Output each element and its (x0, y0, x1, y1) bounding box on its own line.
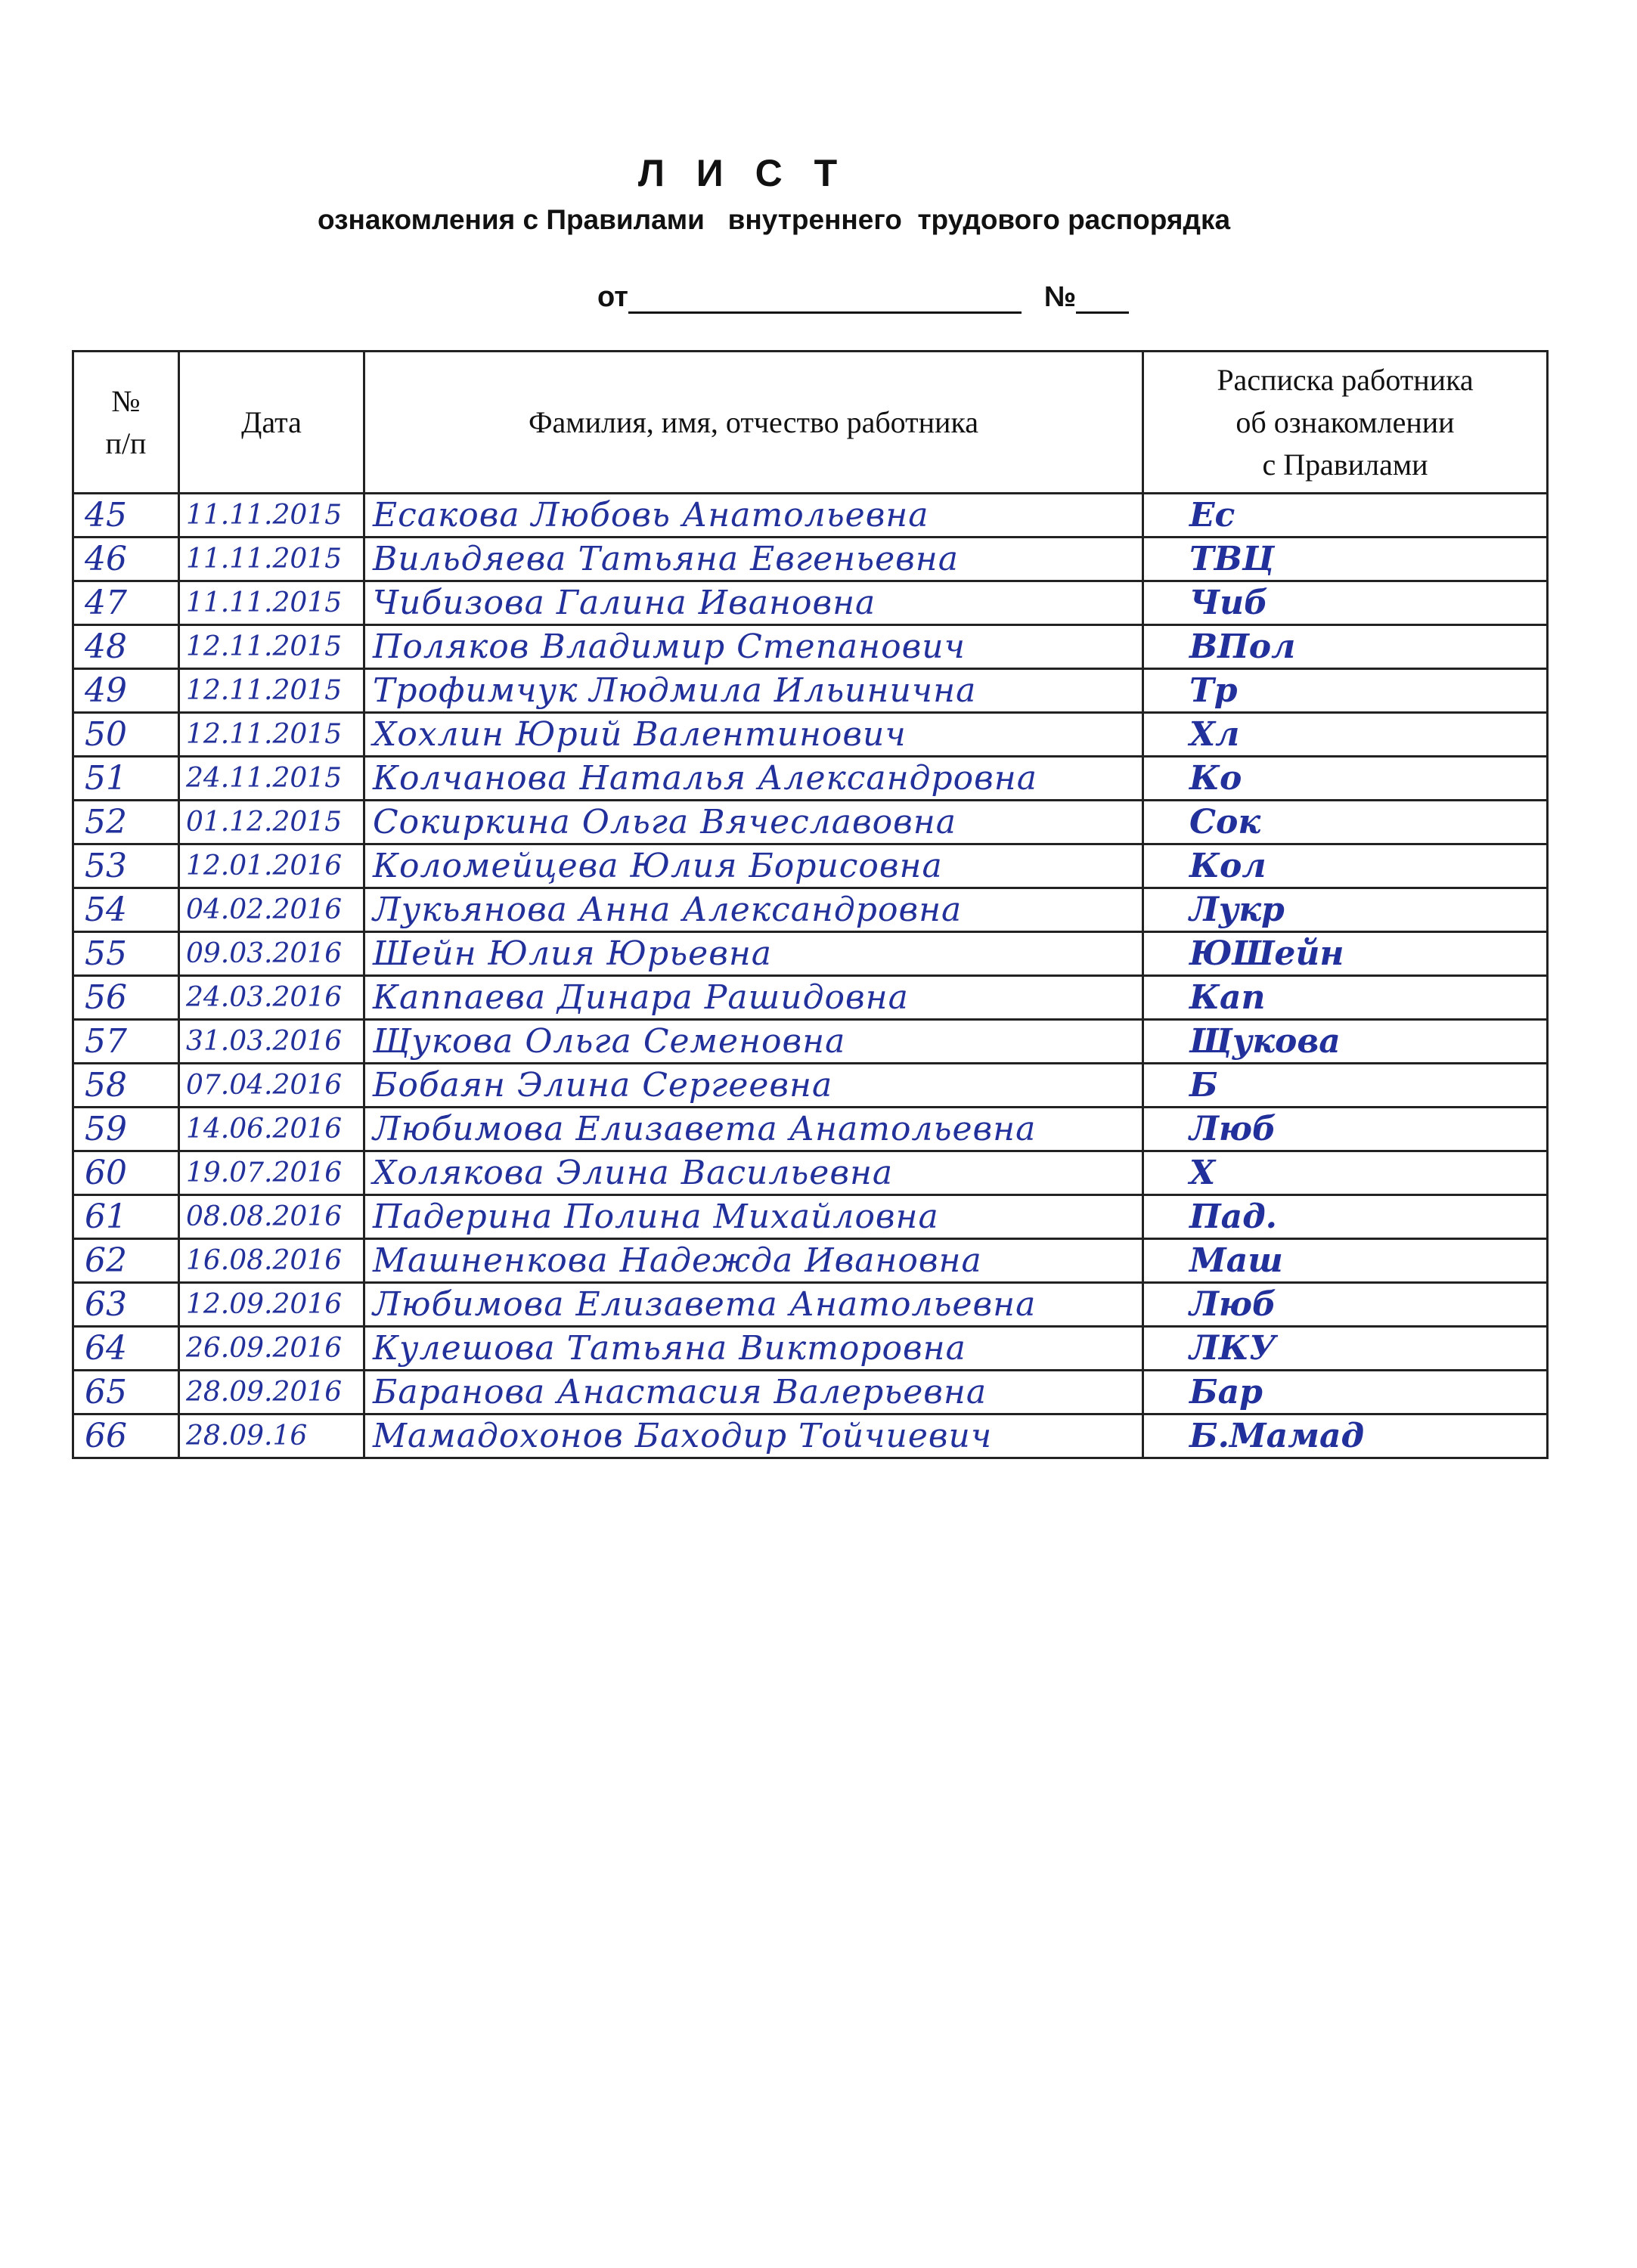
row-date: 01.12.2015 (179, 801, 364, 844)
col-header-date: Дата (179, 352, 364, 494)
row-employee-name: Сокиркина Ольга Вячеславовна (364, 801, 1143, 844)
row-signature: Тр (1143, 669, 1548, 713)
row-number: 58 (73, 1064, 179, 1108)
row-signature: Люб (1143, 1108, 1548, 1151)
row-employee-name: Холякова Элина Васильевна (364, 1151, 1143, 1195)
table-row (73, 932, 1548, 976)
row-signature: Бар (1143, 1371, 1548, 1414)
table-row (73, 1371, 1548, 1414)
row-date: 28.09.16 (179, 1414, 364, 1458)
row-date: 26.09.2016 (179, 1327, 364, 1371)
row-number: 50 (73, 713, 179, 757)
row-employee-name: Кулешова Татьяна Викторовна (364, 1327, 1143, 1371)
row-date: 31.03.2016 (179, 1020, 364, 1064)
row-number: 45 (73, 494, 179, 538)
row-signature: Кол (1143, 844, 1548, 888)
table-row (73, 757, 1548, 801)
row-signature: Щукова (1143, 1020, 1548, 1064)
row-number: 49 (73, 669, 179, 713)
row-signature: ЛКУ (1143, 1327, 1548, 1371)
row-employee-name: Хохлин Юрий Валентинович (364, 713, 1143, 757)
table-row (73, 1020, 1548, 1064)
table-row (73, 976, 1548, 1020)
row-number: 61 (73, 1195, 179, 1239)
row-date: 12.01.2016 (179, 844, 364, 888)
row-number: 66 (73, 1414, 179, 1458)
row-employee-name: Любимова Елизавета Анатольевна (364, 1283, 1143, 1327)
row-employee-name: Коломейцева Юлия Борисовна (364, 844, 1143, 888)
table-row (73, 1108, 1548, 1151)
row-number: 53 (73, 844, 179, 888)
row-signature: ВПол (1143, 625, 1548, 669)
table-row (73, 538, 1548, 581)
row-employee-name: Колчанова Наталья Александровна (364, 757, 1143, 801)
row-date: 12.11.2015 (179, 713, 364, 757)
row-employee-name: Чибизова Галина Ивановна (364, 581, 1143, 625)
row-signature: Чиб (1143, 581, 1548, 625)
row-date: 12.11.2015 (179, 669, 364, 713)
table-row (73, 581, 1548, 625)
row-signature: ТВЦ (1143, 538, 1548, 581)
row-employee-name: Вильдяева Татьяна Евгеньевна (364, 538, 1143, 581)
row-employee-name: Лукьянова Анна Александровна (364, 888, 1143, 932)
table-row (73, 494, 1548, 538)
table-row (73, 1283, 1548, 1327)
number-blank (1076, 283, 1129, 314)
table-row (73, 888, 1548, 932)
row-signature: Ес (1143, 494, 1548, 538)
row-date: 19.07.2016 (179, 1151, 364, 1195)
date-number-line (597, 281, 1129, 314)
row-date: 11.11.2015 (179, 581, 364, 625)
document-title: Л И С Т (637, 152, 848, 194)
row-employee-name: Мамадохонов Баходир Тойчиевич (364, 1414, 1143, 1458)
row-signature: ЮШейн (1143, 932, 1548, 976)
row-number: 48 (73, 625, 179, 669)
row-number: 65 (73, 1371, 179, 1414)
row-employee-name: Бобаян Элина Сергеевна (364, 1064, 1143, 1108)
col-header-signature: Расписка работника об ознакомлении с Правилами (1143, 352, 1548, 494)
col-header-name: Фамилия, имя, отчество работника (364, 352, 1143, 494)
row-number: 52 (73, 801, 179, 844)
acquaintance-table (72, 350, 1549, 1459)
row-number: 56 (73, 976, 179, 1020)
row-employee-name: Шейн Юлия Юрьевна (364, 932, 1143, 976)
row-date: 11.11.2015 (179, 494, 364, 538)
row-date: 14.06.2016 (179, 1108, 364, 1151)
row-number: 51 (73, 757, 179, 801)
table-row (73, 625, 1548, 669)
row-signature: Хл (1143, 713, 1548, 757)
table-row (73, 713, 1548, 757)
row-signature: Пад. (1143, 1195, 1548, 1239)
row-date: 12.09.2016 (179, 1283, 364, 1327)
row-signature: Люб (1143, 1283, 1548, 1327)
row-number: 46 (73, 538, 179, 581)
row-signature: Б (1143, 1064, 1548, 1108)
number-label: № (1043, 281, 1077, 313)
row-number: 55 (73, 932, 179, 976)
table-row (73, 801, 1548, 844)
row-number: 62 (73, 1239, 179, 1283)
table-row (73, 844, 1548, 888)
row-date: 28.09.2016 (179, 1371, 364, 1414)
row-signature: Маш (1143, 1239, 1548, 1283)
row-number: 57 (73, 1020, 179, 1064)
row-date: 09.03.2016 (179, 932, 364, 976)
row-number: 47 (73, 581, 179, 625)
row-signature: Ко (1143, 757, 1548, 801)
row-employee-name: Машненкова Надежда Ивановна (364, 1239, 1143, 1283)
row-signature: Сок (1143, 801, 1548, 844)
row-date: 24.11.2015 (179, 757, 364, 801)
row-date: 11.11.2015 (179, 538, 364, 581)
row-date: 12.11.2015 (179, 625, 364, 669)
row-signature: Б.Мамад (1143, 1414, 1548, 1458)
table-row (73, 1239, 1548, 1283)
row-employee-name: Поляков Владимир Степанович (364, 625, 1143, 669)
row-signature: Лукр (1143, 888, 1548, 932)
col-header-number: № п/п (73, 352, 179, 494)
row-number: 54 (73, 888, 179, 932)
row-date: 07.04.2016 (179, 1064, 364, 1108)
row-employee-name: Баранова Анастасия Валерьевна (364, 1371, 1143, 1414)
from-blank (628, 283, 1022, 314)
row-employee-name: Каппаева Динара Рашидовна (364, 976, 1143, 1020)
row-employee-name: Любимова Елизавета Анатольевна (364, 1108, 1143, 1151)
row-employee-name: Падерина Полина Михайловна (364, 1195, 1143, 1239)
table-row (73, 1327, 1548, 1371)
row-employee-name: Есакова Любовь Анатольевна (364, 494, 1143, 538)
table-row (73, 1195, 1548, 1239)
row-employee-name: Трофимчук Людмила Ильинична (364, 669, 1143, 713)
row-number: 60 (73, 1151, 179, 1195)
row-date: 24.03.2016 (179, 976, 364, 1020)
table-row (73, 669, 1548, 713)
document-subtitle: ознакомления с Правилами внутреннего трудового распорядка (318, 204, 1231, 235)
row-signature: Х (1143, 1151, 1548, 1195)
table-row (73, 1414, 1548, 1458)
row-number: 64 (73, 1327, 179, 1371)
from-label: от (597, 281, 628, 313)
row-number: 63 (73, 1283, 179, 1327)
row-number: 59 (73, 1108, 179, 1151)
row-date: 16.08.2016 (179, 1239, 364, 1283)
table-row (73, 1151, 1548, 1195)
table-row (73, 1064, 1548, 1108)
row-signature: Кап (1143, 976, 1548, 1020)
row-date: 08.08.2016 (179, 1195, 364, 1239)
row-employee-name: Щукова Ольга Семеновна (364, 1020, 1143, 1064)
row-date: 04.02.2016 (179, 888, 364, 932)
table-header-row (73, 352, 1548, 494)
